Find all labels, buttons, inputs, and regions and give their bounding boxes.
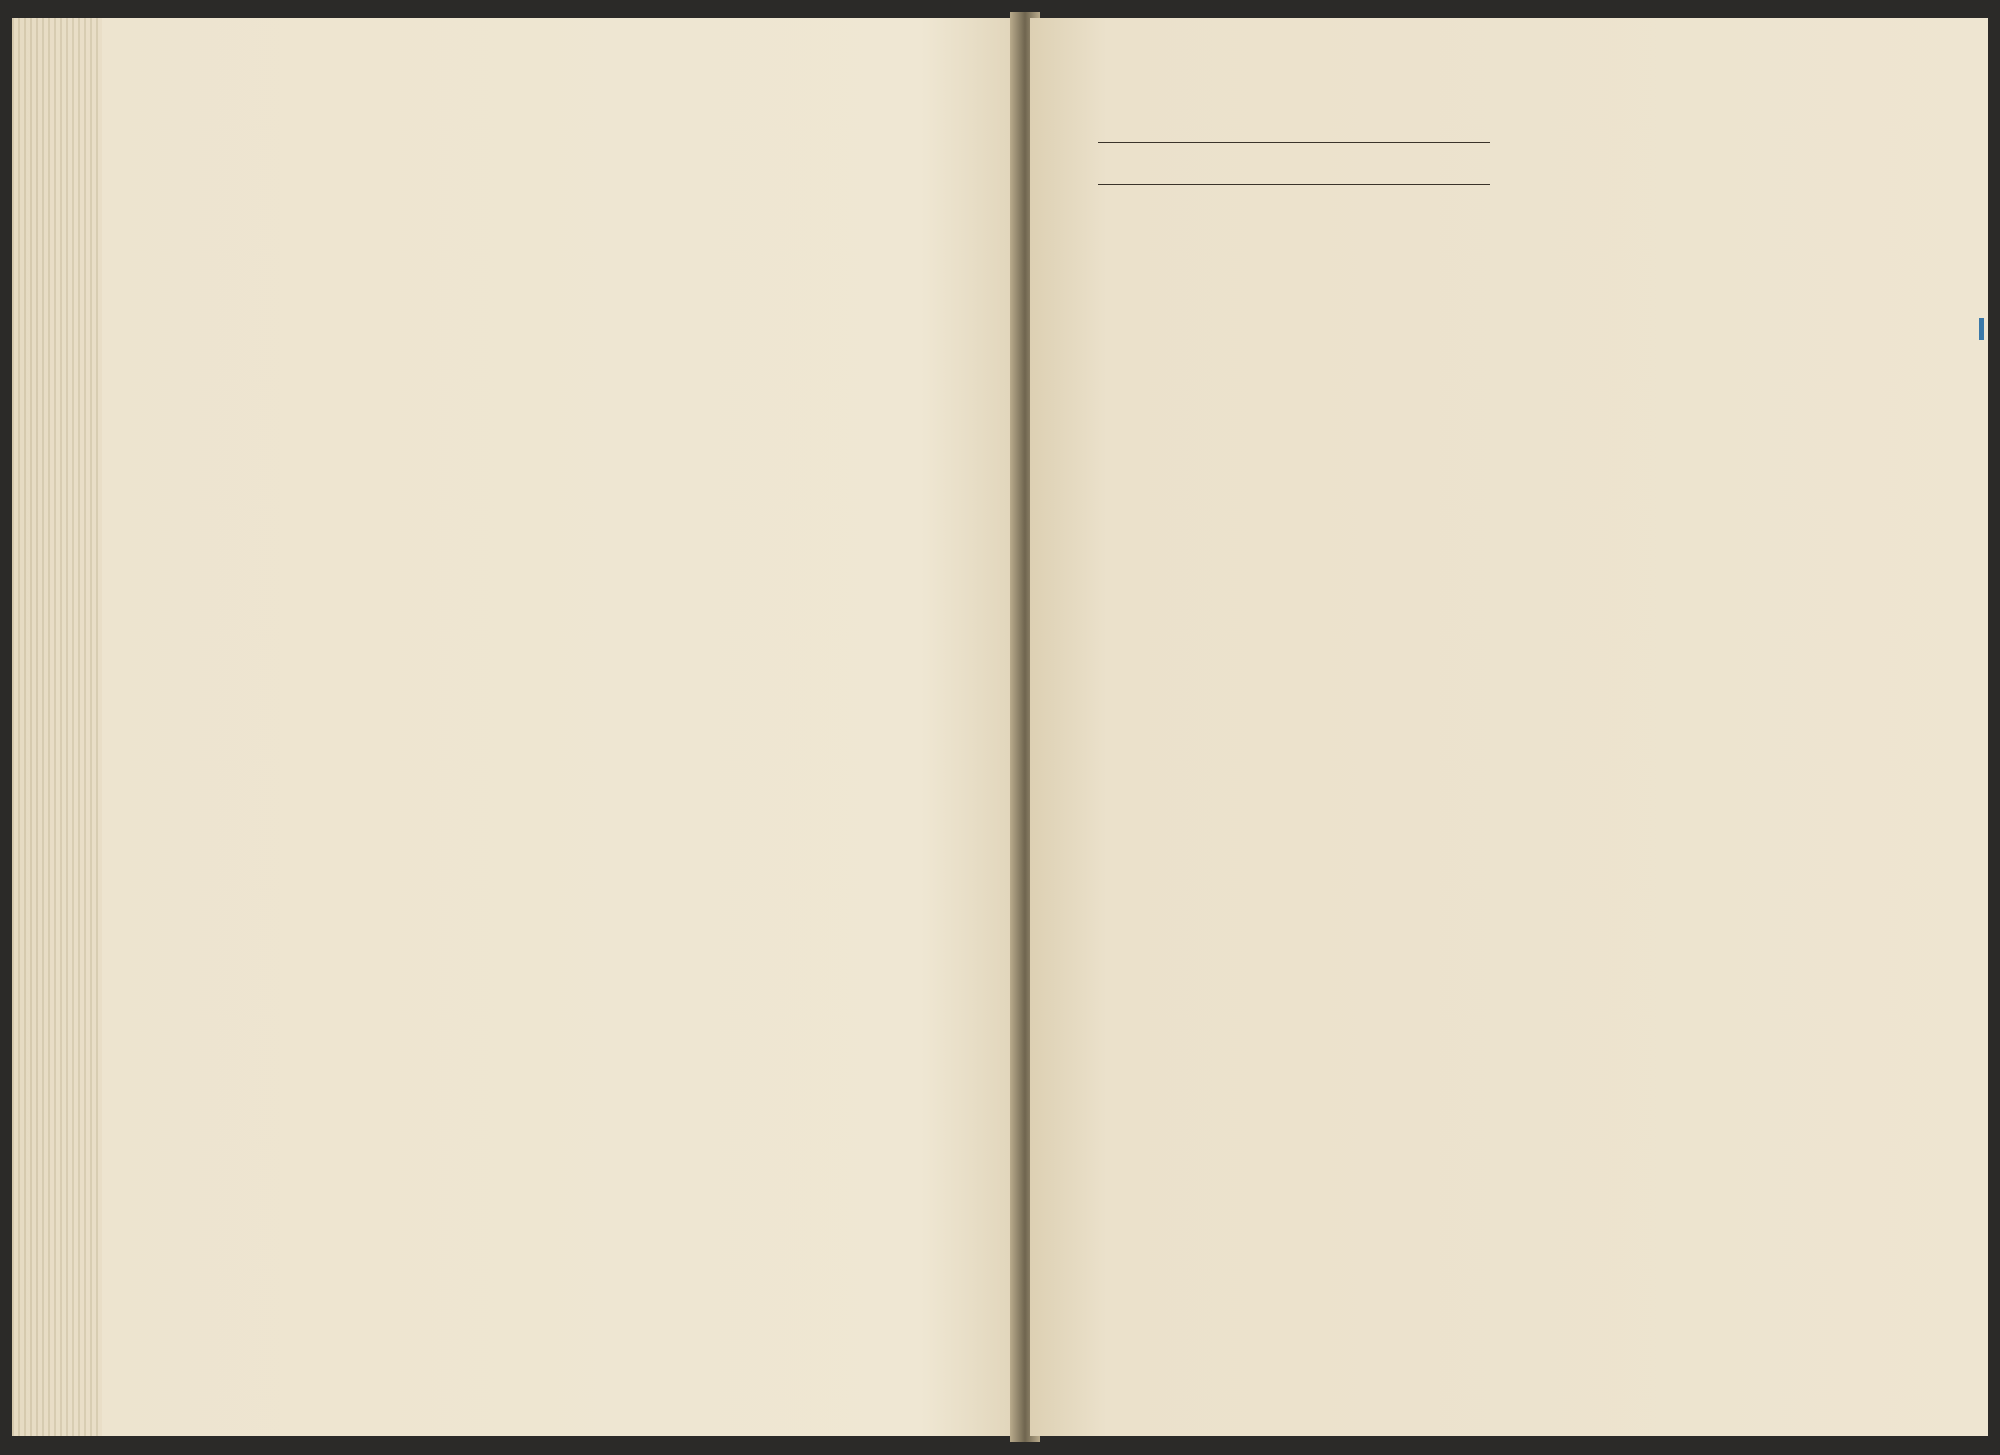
scene-heading xyxy=(1098,142,1490,185)
right-column-1 xyxy=(1098,120,1490,205)
left-page xyxy=(12,18,1022,1436)
page-edges xyxy=(12,18,102,1436)
margin-marker xyxy=(1979,318,1984,340)
right-page xyxy=(1030,18,1988,1436)
